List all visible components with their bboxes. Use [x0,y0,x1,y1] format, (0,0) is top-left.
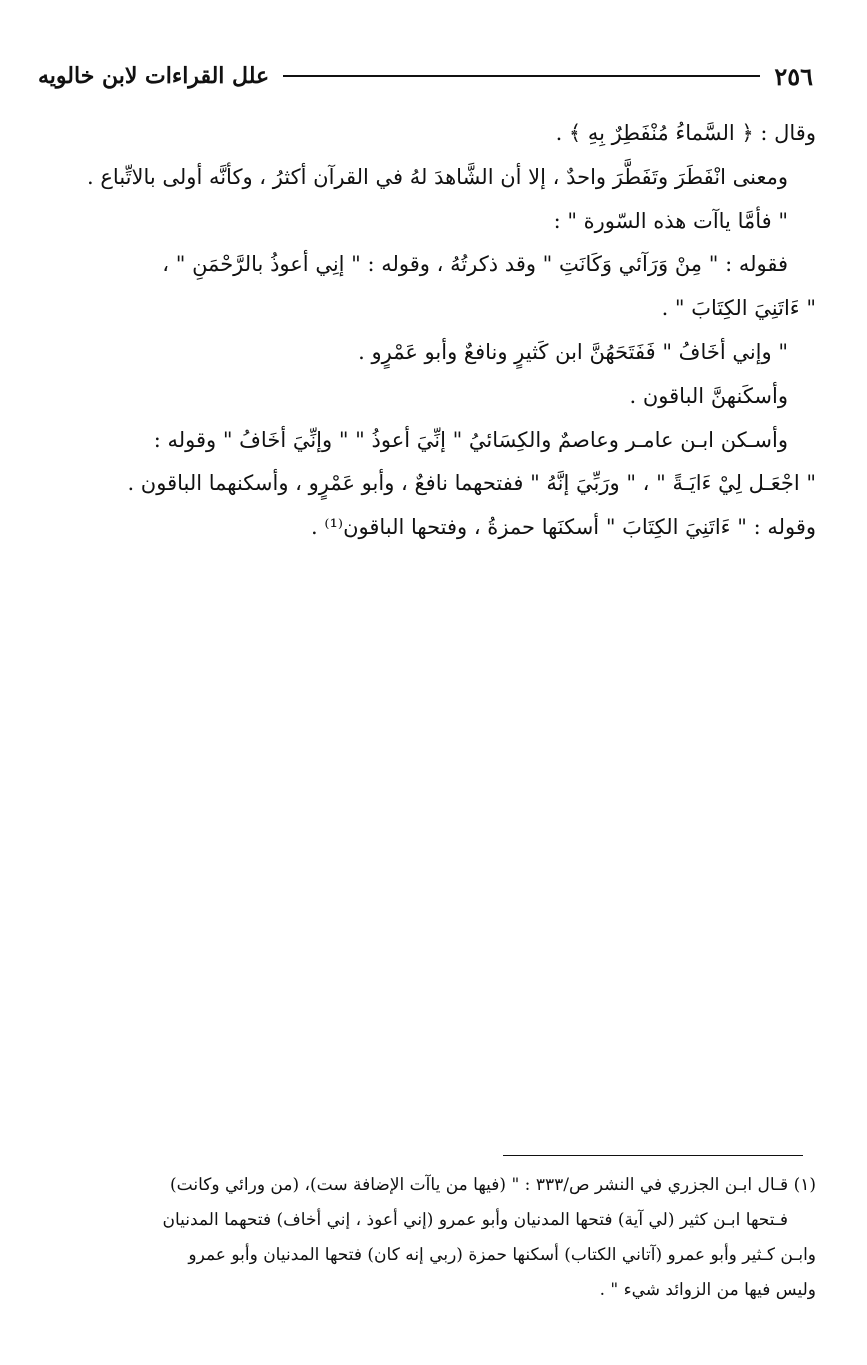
text-line: فقوله : " مِنْ وَرَآئي وَكَانَتِ " وقد ذكرتُهُ ، وقوله : " إنِي أعوذُ بالرَّحْمَنِ " ، [162,252,788,277]
footnote-line: فـتحها ابـن كثير (لي آية) فتحها المدنيان وأبو عمرو (إني أعوذ ، إني أخاف) فتحهما المدنيان [162,1210,788,1230]
main-text [36,112,816,550]
text-line: وأسـكن ابـن عامـر وعاصمٌ والكِسَائيُ " إنِّيَ أعوذُ " " وإنِّيَ أخَافُ " وقوله : [153,427,788,452]
page-number: ٢٥٦ [774,61,813,91]
text-line: وأسكَنهنَّ الباقون . [629,383,788,408]
text-line: وقال : ﴿ السَّماءُ مُنْفَطِرٌ بِهِ ﴾ . [555,121,816,145]
text-line: " ءَاتَنِيَ الكِتَابَ " . [661,296,816,321]
text-line: " اجْعَـل لِيْ ءَايَـةً " ، " ورَبِّيَ إنَّهُ " ففتحهما نافعٌ ، وأبو عَمْرٍو ، وأسكنهما الباقون . [127,471,816,496]
page-header [38,58,813,94]
footnote-line: وابـن كـثير وأبو عمرو (آتاني الكتاب) أسكنها حمزة (ربي إنه كان) فتحها المدنيان وأبو عمرو [188,1245,816,1265]
running-title: علل القراءات لابن خالويه [38,63,270,89]
text-line: ومعنى انْفَطَرَ وتَفَطَّرَ واحدٌ ، إلا أن الشَّاهدَ لهُ في القرآن أكثرُ ، وكأنَّه أولى بالاتِّباع . [87,164,788,189]
footnote-line: (١) قـال ابـن الجزري في النشر ص/٣٣٣ : " (فيها من ياآت الإضافة ست)، (من ورائي وكانت) [170,1175,816,1195]
footnote-line: وليس فيها من الزوائد شيء " . [599,1280,816,1300]
footnotes [36,1168,816,1308]
text-line: " وإني أخَافُ " فَفَتَحَهُنَّ ابن كَثيرٍ ونافعٌ وأبو عَمْرٍو . [358,339,788,364]
footnote-divider [503,1155,803,1156]
header-rule [283,75,760,77]
text-line: " فأمَّا ياآت هذه السّورة " : [553,208,788,233]
text-line: وقوله : " ءَاتَنِيَ الكِتَابَ " أسكنَها حمزةُ ، وفتحها الباقون⁽¹⁾ . [310,515,816,540]
